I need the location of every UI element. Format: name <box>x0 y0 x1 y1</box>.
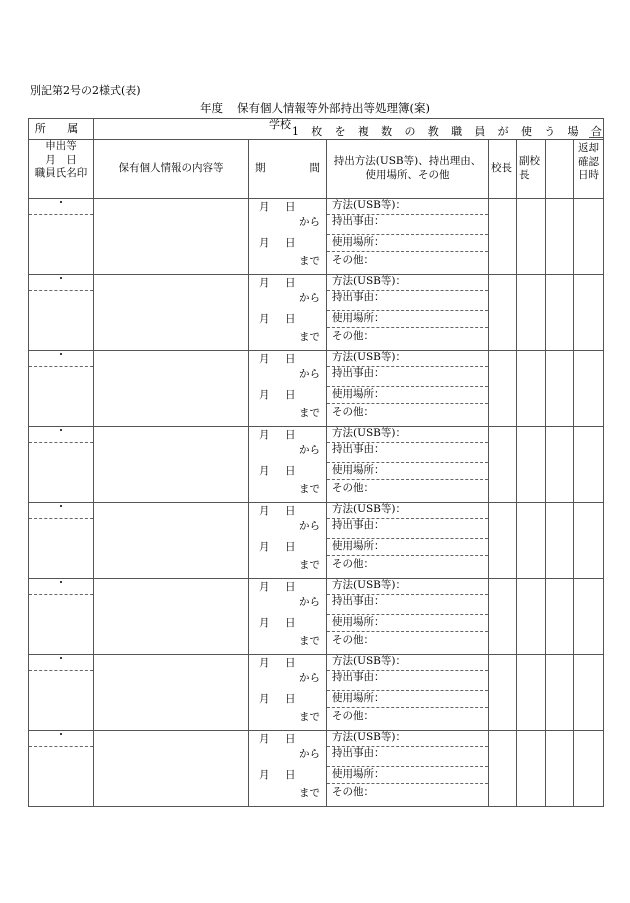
reason-line: 持出事由： <box>332 367 385 379</box>
from-month-label: 月 <box>259 581 270 593</box>
to-label: まで <box>299 331 320 343</box>
content-cell[interactable] <box>94 655 249 731</box>
method-line: 方法(USB等)： <box>327 731 488 747</box>
return-check-cell[interactable] <box>574 731 604 807</box>
from-label: から <box>299 672 320 684</box>
period-cell[interactable] <box>249 427 327 503</box>
to-month-label: 月 <box>259 693 270 705</box>
method-header: 持出方法(USB等)、持出理由、 使用場所、その他 <box>327 140 489 199</box>
method-line: 方法(USB等)： <box>327 655 488 671</box>
record-row <box>29 351 604 427</box>
to-month-label: 月 <box>259 465 270 477</box>
principal-seal-cell[interactable] <box>489 503 517 579</box>
place-line: 使用場所： <box>327 692 488 708</box>
other-line: その他： <box>332 406 374 418</box>
blank-cell[interactable] <box>546 503 574 579</box>
applicant-divider <box>29 290 93 291</box>
period-cell[interactable] <box>249 655 327 731</box>
reason-line: 持出事由： <box>332 291 385 303</box>
method-cell[interactable] <box>327 655 489 731</box>
from-month-label: 月 <box>259 353 270 365</box>
to-month-label: 月 <box>259 541 270 553</box>
return-check-cell[interactable] <box>574 655 604 731</box>
method-cell[interactable] <box>327 275 489 351</box>
place-line: 使用場所： <box>327 388 488 404</box>
from-day-label: 日 <box>285 353 296 365</box>
principal-seal-cell[interactable] <box>489 427 517 503</box>
return-check-cell[interactable] <box>574 199 604 275</box>
other-line: その他： <box>332 710 374 722</box>
year-label: 年度 <box>200 101 223 115</box>
from-label: から <box>299 368 320 380</box>
from-day-label: 日 <box>285 733 296 745</box>
method-line: 方法(USB等)： <box>327 579 488 595</box>
date-dot: ・ <box>55 652 67 665</box>
reason-blank-line <box>327 599 488 615</box>
reason-line: 持出事由： <box>332 519 385 531</box>
to-day-label: 日 <box>285 389 296 401</box>
to-label: まで <box>299 787 320 799</box>
blank-cell[interactable] <box>546 351 574 427</box>
period-cell[interactable] <box>249 199 327 275</box>
from-day-label: 日 <box>285 277 296 289</box>
content-cell[interactable] <box>94 503 249 579</box>
return-check-cell[interactable] <box>574 503 604 579</box>
to-month-label: 月 <box>259 313 270 325</box>
principal-header: 校長 <box>489 140 517 199</box>
content-cell[interactable] <box>94 199 249 275</box>
method-line: 方法(USB等)： <box>327 199 488 215</box>
reason-blank-line <box>327 219 488 235</box>
blank-cell[interactable] <box>546 579 574 655</box>
principal-seal-cell[interactable] <box>489 731 517 807</box>
date-dot: ・ <box>55 500 67 513</box>
place-line: 使用場所： <box>327 768 488 784</box>
from-label: から <box>299 748 320 760</box>
from-month-label: 月 <box>259 657 270 669</box>
period-header: 期 間 <box>249 140 327 199</box>
multi-user-blank <box>589 137 604 138</box>
other-line: その他： <box>332 786 374 798</box>
to-month-label: 月 <box>259 617 270 629</box>
other-line: その他： <box>332 558 374 570</box>
from-label: から <box>299 216 320 228</box>
to-day-label: 日 <box>285 617 296 629</box>
form-number-label: 別記第2号の2様式(表) <box>30 84 141 97</box>
principal-seal-cell[interactable] <box>489 579 517 655</box>
applicant-cell[interactable] <box>29 272 94 351</box>
header-row-columns <box>29 140 604 199</box>
reason-blank-line <box>327 675 488 691</box>
period-cell[interactable] <box>249 731 327 807</box>
principal-seal-cell[interactable] <box>489 275 517 351</box>
vice-principal-seal-cell[interactable] <box>517 275 546 351</box>
place-line: 使用場所： <box>327 236 488 252</box>
school-suffix: 学校 <box>269 118 291 131</box>
to-day-label: 日 <box>285 465 296 477</box>
reason-line: 持出事由： <box>332 671 385 683</box>
from-day-label: 日 <box>285 505 296 517</box>
principal-seal-cell[interactable] <box>489 351 517 427</box>
other-line: その他： <box>332 634 374 646</box>
applicant-divider <box>29 594 93 595</box>
record-row <box>29 275 604 351</box>
method-line: 方法(USB等)： <box>327 351 488 367</box>
date-dot: ・ <box>55 348 67 361</box>
header-row-affiliation <box>29 119 604 140</box>
to-month-label: 月 <box>259 769 270 781</box>
date-dot: ・ <box>55 424 67 437</box>
applicant-cell[interactable] <box>29 348 94 427</box>
reason-line: 持出事由： <box>332 595 385 607</box>
return-check-cell[interactable] <box>574 275 604 351</box>
return-check-cell[interactable] <box>574 427 604 503</box>
from-label: から <box>299 444 320 456</box>
date-dot: ・ <box>55 576 67 589</box>
from-month-label: 月 <box>259 733 270 745</box>
to-day-label: 日 <box>285 313 296 325</box>
vice-principal-header: 副校 長 <box>517 140 546 199</box>
from-month-label: 月 <box>259 429 270 441</box>
return-check-header: 返却 確認 日時 <box>574 140 604 199</box>
content-cell[interactable] <box>94 351 249 427</box>
applicant-cell[interactable] <box>29 652 94 731</box>
record-row <box>29 199 604 275</box>
record-row <box>29 579 604 655</box>
blank-cell[interactable] <box>546 427 574 503</box>
to-day-label: 日 <box>285 237 296 249</box>
method-line: 方法(USB等)： <box>327 503 488 519</box>
date-dot: ・ <box>55 728 67 741</box>
blank-cell[interactable] <box>546 655 574 731</box>
from-day-label: 日 <box>285 581 296 593</box>
return-check-cell[interactable] <box>574 579 604 655</box>
applicant-divider <box>29 746 93 747</box>
content-cell[interactable] <box>94 427 249 503</box>
vice-principal-seal-cell[interactable] <box>517 579 546 655</box>
reason-blank-line <box>327 523 488 539</box>
reason-line: 持出事由： <box>332 443 385 455</box>
to-day-label: 日 <box>285 769 296 781</box>
processing-ledger-table <box>28 118 607 807</box>
from-month-label: 月 <box>259 277 270 289</box>
to-label: まで <box>299 255 320 267</box>
vice-principal-seal-cell[interactable] <box>517 731 546 807</box>
content-header: 保有個人情報の内容等 <box>94 140 249 199</box>
school-name-field[interactable] <box>94 118 607 140</box>
from-day-label: 日 <box>285 429 296 441</box>
from-label: から <box>299 520 320 532</box>
applicant-divider <box>29 366 93 367</box>
to-label: まで <box>299 559 320 571</box>
vice-principal-seal-cell[interactable] <box>517 199 546 275</box>
principal-seal-cell[interactable] <box>489 199 517 275</box>
applicant-divider <box>29 518 93 519</box>
to-day-label: 日 <box>285 693 296 705</box>
applicant-cell[interactable] <box>29 424 94 503</box>
method-cell[interactable] <box>327 427 489 503</box>
method-cell[interactable] <box>327 351 489 427</box>
date-dot: ・ <box>55 272 67 285</box>
document-title <box>0 100 630 116</box>
from-month-label: 月 <box>259 201 270 213</box>
method-line: 方法(USB等)： <box>327 275 488 291</box>
applicant-cell[interactable] <box>29 196 94 275</box>
applicant-header: 申出等 月 日 職員氏名印 <box>29 140 94 199</box>
method-cell[interactable] <box>327 503 489 579</box>
period-cell[interactable] <box>249 351 327 427</box>
to-label: まで <box>299 407 320 419</box>
from-month-label: 月 <box>259 505 270 517</box>
from-label: から <box>299 292 320 304</box>
reason-line: 持出事由： <box>332 747 385 759</box>
return-check-cell[interactable] <box>574 351 604 427</box>
blank-header <box>546 140 574 199</box>
applicant-divider <box>29 214 93 215</box>
method-line: 方法(USB等)： <box>327 427 488 443</box>
principal-seal-cell[interactable] <box>489 655 517 731</box>
content-cell[interactable] <box>94 579 249 655</box>
other-line: その他： <box>332 254 374 266</box>
to-label: まで <box>299 635 320 647</box>
period-cell[interactable] <box>249 275 327 351</box>
method-cell[interactable] <box>327 579 489 655</box>
vice-principal-seal-cell[interactable] <box>517 351 546 427</box>
place-line: 使用場所： <box>327 616 488 632</box>
period-cell[interactable] <box>249 579 327 655</box>
from-day-label: 日 <box>285 657 296 669</box>
reason-blank-line <box>327 751 488 767</box>
blank-cell[interactable] <box>546 731 574 807</box>
method-cell[interactable] <box>327 199 489 275</box>
reason-blank-line <box>327 371 488 387</box>
reason-blank-line <box>327 295 488 311</box>
title-main: 保有個人情報等外部持出等処理簿(案) <box>237 101 430 115</box>
to-day-label: 日 <box>285 541 296 553</box>
applicant-cell[interactable] <box>29 576 94 655</box>
record-row <box>29 503 604 579</box>
vice-principal-seal-cell[interactable] <box>517 427 546 503</box>
blank-cell[interactable] <box>546 199 574 275</box>
record-row <box>29 731 604 807</box>
date-dot: ・ <box>55 196 67 209</box>
place-line: 使用場所： <box>327 464 488 480</box>
from-day-label: 日 <box>285 201 296 213</box>
applicant-cell[interactable] <box>29 728 94 807</box>
other-line: その他： <box>332 330 374 342</box>
reason-line: 持出事由： <box>332 215 385 227</box>
place-line: 使用場所： <box>327 312 488 328</box>
vice-principal-seal-cell[interactable] <box>517 503 546 579</box>
vice-principal-seal-cell[interactable] <box>517 655 546 731</box>
place-line: 使用場所： <box>327 540 488 556</box>
blank-cell[interactable] <box>546 275 574 351</box>
to-label: まで <box>299 483 320 495</box>
to-label: まで <box>299 711 320 723</box>
applicant-divider <box>29 670 93 671</box>
reason-blank-line <box>327 447 488 463</box>
method-cell[interactable] <box>327 731 489 807</box>
other-line: その他： <box>332 482 374 494</box>
period-cell[interactable] <box>249 503 327 579</box>
content-cell[interactable] <box>94 275 249 351</box>
affiliation-label: 所 属 <box>29 119 94 140</box>
content-cell[interactable] <box>94 731 249 807</box>
to-month-label: 月 <box>259 389 270 401</box>
applicant-divider <box>29 442 93 443</box>
record-row <box>29 655 604 731</box>
applicant-cell[interactable] <box>29 500 94 579</box>
to-month-label: 月 <box>259 237 270 249</box>
from-label: から <box>299 596 320 608</box>
multi-user-note: 1 枚 を 複 数 の 教 職 員 が 使 う 場 合 <box>292 125 607 138</box>
record-row <box>29 427 604 503</box>
